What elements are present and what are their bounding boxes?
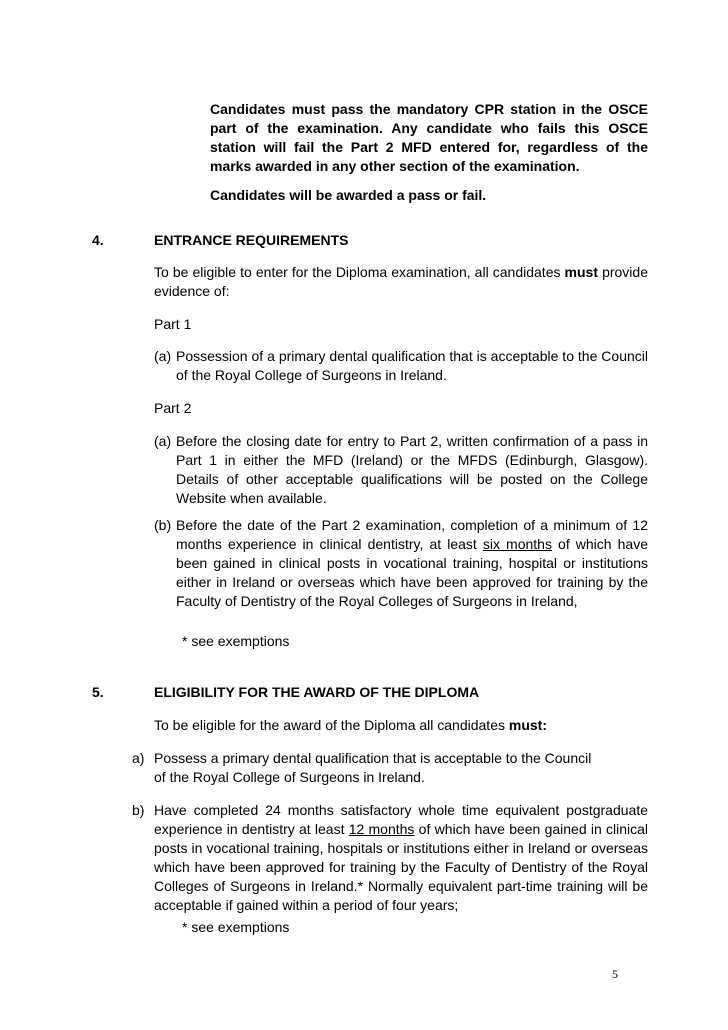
section-5-title: ELIGIBILITY FOR THE AWARD OF THE DIPLOMA bbox=[154, 684, 480, 700]
section-5-item-a-label: a) bbox=[132, 750, 145, 766]
section-4-intro-must: must bbox=[564, 264, 598, 280]
part-2-item-a-label: (a) bbox=[154, 433, 172, 449]
section-5-intro bbox=[154, 716, 648, 735]
section-4-number: 4. bbox=[92, 232, 104, 248]
section-5-exemptions-note: * see exemptions bbox=[182, 919, 290, 935]
section-5-item-a-line-2: of the Royal College of Surgeons in Ireland. bbox=[154, 769, 425, 785]
part-2-item-b-text bbox=[176, 516, 648, 611]
section-5-item-b-text-start: Have completed 24 months satisfactory whole time equivalent postgraduate experience in dentistry at least bbox=[154, 802, 648, 837]
section-5-intro-text: To be eligible for the award of the Diploma all candidates bbox=[154, 717, 509, 733]
part-2-item-b bbox=[154, 516, 648, 611]
section-5-item-a bbox=[132, 749, 648, 787]
cpr-requirement-note: Candidates must pass the mandatory CPR station in the OSCE part of the examination. Any candidate who fails this OSCE station will fail the Part 2 MFD entered for, regardless of the marks awarded in any other section of the examination. bbox=[210, 101, 648, 174]
part-2-item-a-text: Before the closing date for entry to Part 2, written confirmation of a pass in Part 1 in either the MFD (Ireland) or the MFDS (Edinburgh, Glasgow). Details of other acceptable qualifications will be posted on the College Website when available. bbox=[176, 433, 648, 506]
section-5-number: 5. bbox=[92, 684, 104, 700]
part-2-item-b-label: (b) bbox=[154, 517, 172, 533]
section-5-item-b-text-end: of which have been gained in clinical posts in vocational training, hospitals or institutions either in Ireland or overseas which have been approved for training by the Faculty of Dentistry of the Royal Colleges of Surgeons in Ireland.* Normally equivalent part-time training will be acceptable if gained within a period of four years; bbox=[154, 821, 648, 913]
section-4-intro bbox=[154, 263, 648, 301]
section-5-item-b-twelve-months: 12 months bbox=[348, 821, 415, 837]
part-2-item-b-text-end: of which have been gained in clinical posts in vocational training, hospital or institutions either in Ireland or overseas which have been approved for training by the Faculty of Dentistry of the Royal Colleges of Surgeons in Ireland, bbox=[176, 536, 649, 609]
part-2-heading: Part 2 bbox=[154, 400, 192, 416]
part-1-item-a bbox=[154, 347, 648, 385]
part-1-item-a-label: (a) bbox=[154, 348, 172, 364]
section-4-intro-text: To be eligible to enter for the Diploma examination, all candidates bbox=[154, 264, 565, 280]
part-2-item-a bbox=[154, 432, 648, 508]
part-2-item-b-text-start: Before the date of the Part 2 examination, completion of a minimum of 12 months experience in clinical dentistry, at least bbox=[176, 517, 648, 552]
part-1-item-a-text: Possession of a primary dental qualification that is acceptable to the Council of the Royal College of Surgeons in Ireland. bbox=[176, 348, 648, 383]
section-5-item-a-line-1: Possess a primary dental qualification that is acceptable to the Council bbox=[154, 750, 592, 766]
part-1-heading: Part 1 bbox=[154, 316, 192, 332]
pass-fail-note: Candidates will be awarded a pass or fail. bbox=[210, 187, 487, 203]
section-5-item-b-text bbox=[154, 801, 648, 915]
part-2-item-b-six-months: six months bbox=[482, 536, 552, 552]
section-5-item-b bbox=[132, 801, 648, 915]
section-4-exemptions-note: * see exemptions bbox=[182, 633, 290, 649]
section-5-item-b-label: b) bbox=[132, 802, 145, 818]
section-4-intro-end: provide evidence of: bbox=[154, 264, 648, 299]
page-number: 5 bbox=[612, 967, 618, 981]
section-5-intro-must: must: bbox=[508, 717, 547, 733]
section-4-title: ENTRANCE REQUIREMENTS bbox=[154, 232, 349, 248]
